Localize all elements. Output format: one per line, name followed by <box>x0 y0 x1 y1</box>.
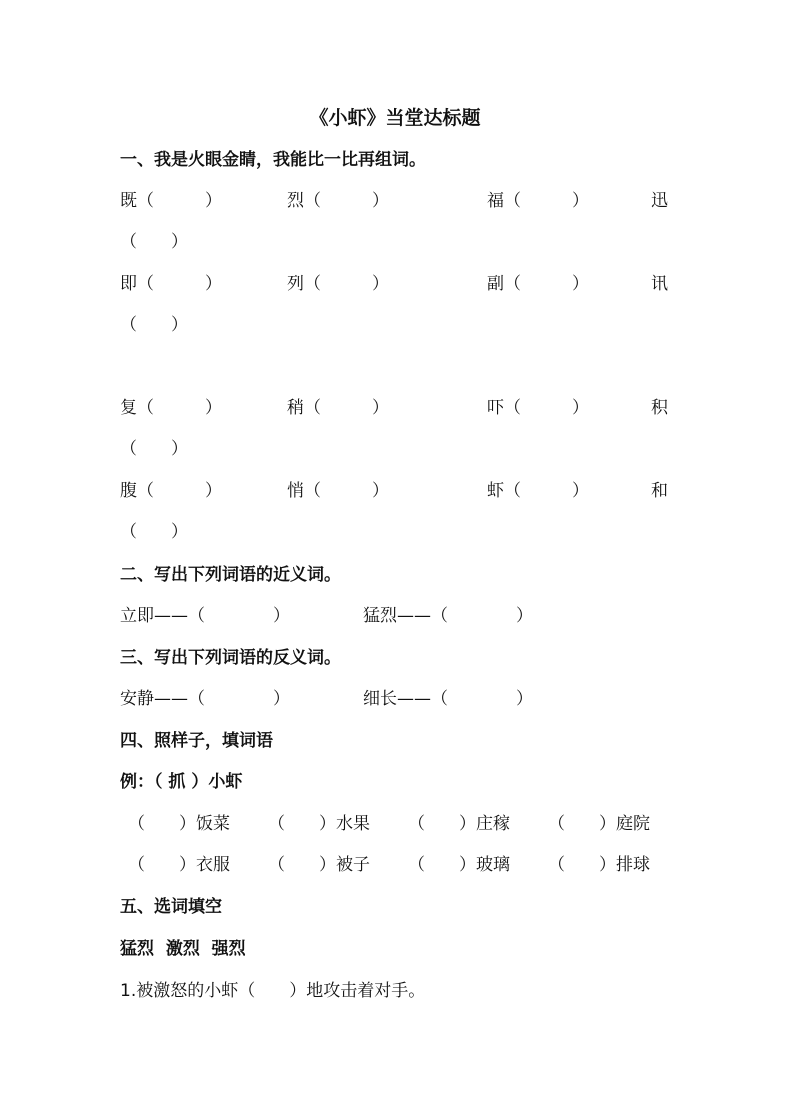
q4-item: （ ）饭菜 <box>128 814 230 834</box>
q1-row-3-wrap <box>0 434 790 464</box>
q4-item: （ ）排球 <box>548 855 650 875</box>
q1-row-2 <box>0 269 790 299</box>
q5-sentence <box>0 976 790 1006</box>
q1-row-4 <box>0 476 790 506</box>
q2-item: 立即——（ ） <box>120 606 290 626</box>
q1-item-blank: （ ） <box>120 315 188 335</box>
q1-item: 列（ ） <box>287 274 389 294</box>
q3-item: 细长——（ ） <box>363 689 533 709</box>
q5-heading <box>0 892 790 922</box>
q4-heading-text: 四、照样子，填词语 <box>120 731 273 751</box>
q2-heading <box>0 560 790 590</box>
q4-heading <box>0 726 790 756</box>
q2-item: 猛烈——（ ） <box>363 606 533 626</box>
q1-item-blank: （ ） <box>120 232 188 252</box>
q1-heading-text: 一、我是火眼金睛，我能比一比再组词。 <box>120 150 426 170</box>
q1-heading <box>0 145 790 175</box>
q4-item: （ ）衣服 <box>128 855 230 875</box>
q1-item-char: 迅 <box>651 191 668 211</box>
q1-item: 既（ ） <box>120 191 222 211</box>
q5-heading-text: 五、选词填空 <box>120 897 222 917</box>
q5-sentence-text: 1.被激怒的小虾（ ）地攻击着对手。 <box>120 981 426 1001</box>
q1-item: 吓（ ） <box>487 398 589 418</box>
q4-example <box>0 767 790 797</box>
q4-item: （ ）庄稼 <box>408 814 510 834</box>
q2-heading-text: 二、写出下列词语的近义词。 <box>120 565 341 585</box>
q2-row <box>0 601 790 631</box>
q1-item: 悄（ ） <box>287 481 389 501</box>
q1-row-4-wrap <box>0 517 790 547</box>
q1-item: 腹（ ） <box>120 481 222 501</box>
q1-item-char: 讯 <box>651 274 668 294</box>
q4-row-1 <box>0 809 790 839</box>
q1-item-blank: （ ） <box>120 439 188 459</box>
q1-item-char: 和 <box>651 481 668 501</box>
q1-item: 福（ ） <box>487 191 589 211</box>
q3-item: 安静——（ ） <box>120 689 290 709</box>
q1-item: 副（ ） <box>487 274 589 294</box>
q5-options <box>0 934 790 964</box>
q1-row-1-wrap <box>0 227 790 257</box>
q1-item-blank: （ ） <box>120 522 188 542</box>
q1-item: 稍（ ） <box>287 398 389 418</box>
q1-row-3 <box>0 393 790 423</box>
q1-item: 虾（ ） <box>487 481 589 501</box>
q1-item: 即（ ） <box>120 274 222 294</box>
q5-options-text: 猛烈 激烈 强烈 <box>120 939 246 959</box>
q4-row-2 <box>0 850 790 880</box>
q3-heading <box>0 643 790 673</box>
q1-row-1 <box>0 186 790 216</box>
q1-item-char: 积 <box>651 398 668 418</box>
q3-heading-text: 三、写出下列词语的反义词。 <box>120 648 341 668</box>
q1-item: 复（ ） <box>120 398 222 418</box>
q1-row-2-wrap <box>0 310 790 340</box>
page-title: 《小虾》当堂达标题 <box>309 107 481 129</box>
q4-example-text: 例：（ 抓 ）小虾 <box>120 772 243 792</box>
q4-item: （ ）玻璃 <box>408 855 510 875</box>
q1-item: 烈（ ） <box>287 191 389 211</box>
q4-item: （ ）庭院 <box>548 814 650 834</box>
q4-item: （ ）水果 <box>268 814 370 834</box>
q4-item: （ ）被子 <box>268 855 370 875</box>
q3-row <box>0 684 790 714</box>
